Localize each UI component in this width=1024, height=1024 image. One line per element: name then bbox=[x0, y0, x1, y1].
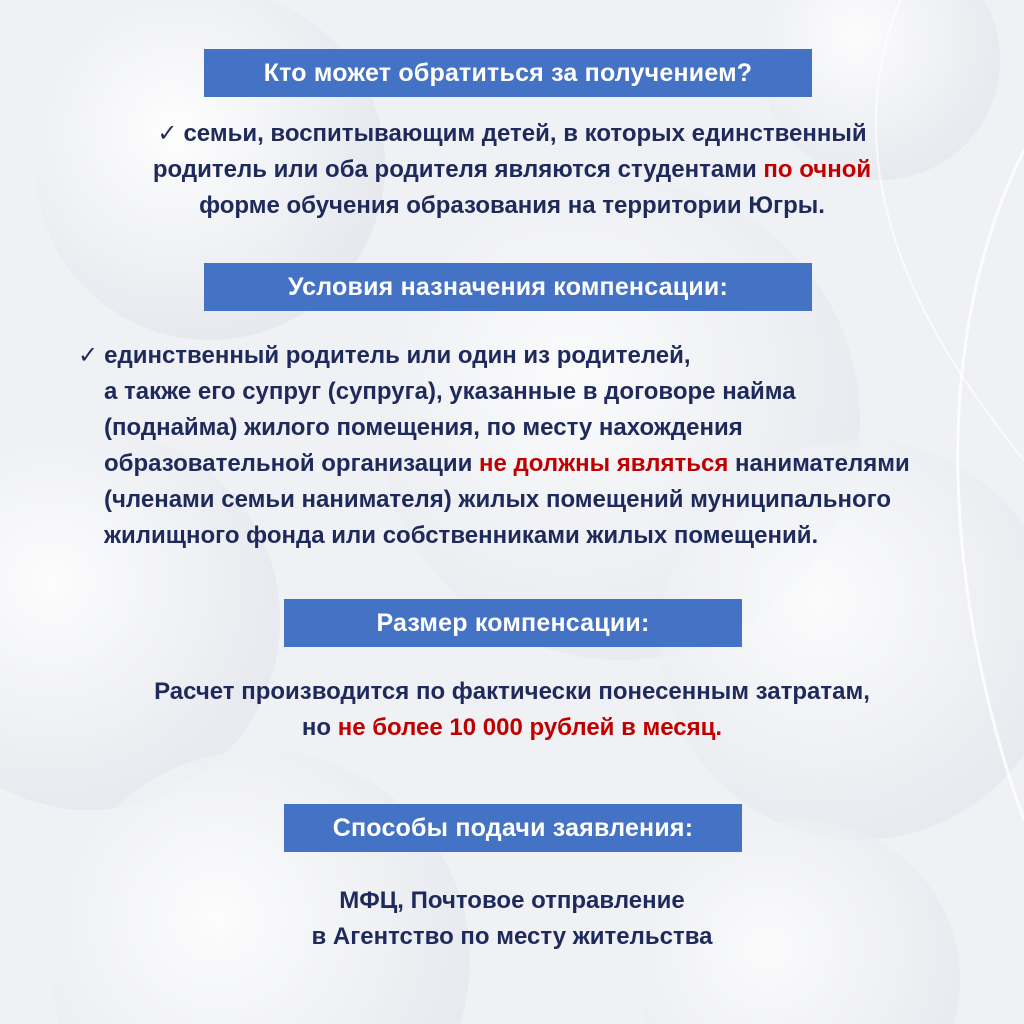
text-line: жилищного фонда или собственниками жилых помещений. bbox=[104, 522, 819, 549]
text-line: образовательной организации не должны являться нанимателями bbox=[104, 450, 910, 477]
text-line: но не более 10 000 рублей в месяц. bbox=[301, 714, 723, 741]
text-line: в Агентство по месту жительства bbox=[311, 923, 713, 950]
highlight-text: по очной bbox=[763, 156, 872, 183]
section-title: Условия назначения компенсации: bbox=[288, 272, 728, 301]
text-line: ✓ единственный родитель или один из родителей, bbox=[78, 338, 998, 374]
section-body-conditions bbox=[78, 338, 998, 554]
section-header-submission-methods bbox=[284, 804, 742, 852]
section-title: Размер компенсации: bbox=[376, 608, 650, 637]
section-title: Кто может обратиться за получением? bbox=[263, 58, 753, 87]
section-header-conditions bbox=[204, 263, 812, 311]
checkmark-icon: ✓ bbox=[157, 120, 178, 147]
section-header-who-can-apply bbox=[204, 49, 812, 97]
highlight-text: не должны являться bbox=[479, 450, 729, 477]
text-line: ✓ семьи, воспитывающим детей, в которых единственный bbox=[112, 116, 912, 152]
section-title: Способы подачи заявления: bbox=[332, 813, 694, 842]
text-line: МФЦ, Почтовое отправление bbox=[339, 887, 685, 914]
section-body-amount bbox=[62, 674, 962, 746]
text-line: (членами семьи нанимателя) жилых помещений муниципального bbox=[104, 486, 892, 513]
section-body-who-can-apply bbox=[112, 116, 912, 224]
text-line: (поднайма) жилого помещения, по месту нахождения bbox=[104, 414, 743, 441]
section-header-amount bbox=[284, 599, 742, 647]
text-line: родитель или оба родителя являются студентами по очной bbox=[152, 156, 872, 183]
text-line: Расчет производится по фактически понесенным затратам, bbox=[154, 678, 870, 705]
text-line: форме обучения образования на территории Югры. bbox=[199, 192, 825, 219]
checkmark-icon: ✓ bbox=[78, 342, 99, 369]
section-body-submission-methods bbox=[162, 883, 862, 955]
highlight-text: не более 10 000 рублей в месяц. bbox=[337, 714, 723, 741]
text-line: а также его супруг (супруга), указанные в договоре найма bbox=[104, 378, 796, 405]
